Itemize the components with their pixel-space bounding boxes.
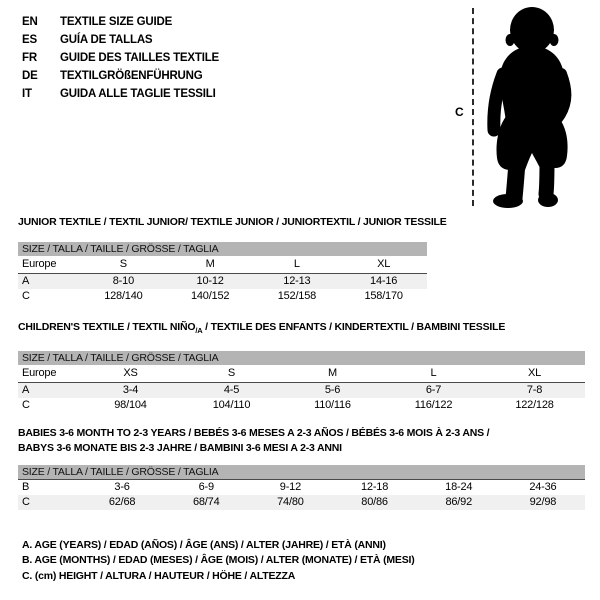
footer-note: A. AGE (YEARS) / EDAD (AÑOS) / ÂGE (ANS) / ALTER (JAHRE) / ETÀ (ANNI) <box>22 539 386 551</box>
language-title: TEXTILE SIZE GUIDE <box>60 16 173 28</box>
row-label: C <box>22 496 30 508</box>
table-row <box>18 289 427 304</box>
size-cell: 80/86 <box>361 496 388 508</box>
size-cell: 62/68 <box>108 496 136 508</box>
size-cell: 10-12 <box>196 275 224 287</box>
language-code: FR <box>22 52 37 64</box>
size-cell: 116/122 <box>414 399 453 412</box>
language-title: GUIDA ALLE TAGLIE TESSILI <box>60 88 216 100</box>
column-header-row <box>18 256 427 273</box>
language-code: DE <box>22 70 38 82</box>
column-header-cell: S <box>119 258 127 270</box>
size-cell: 92/98 <box>529 496 557 508</box>
table-title-line <box>18 426 585 441</box>
column-header-cell: L <box>293 258 300 270</box>
table-rows <box>18 479 585 510</box>
table-title <box>18 215 447 229</box>
column-header-cell: XS <box>123 367 138 380</box>
table-row <box>18 383 585 398</box>
table-title-text: JUNIOR TEXTILE / TEXTIL JUNIOR/ TEXTILE JUNIOR / JUNIORTEXTIL / JUNIOR TESSILE <box>18 216 447 228</box>
table-title-text: BABIES 3-6 MONTH TO 2-3 YEARS / BEBÉS 3-6 MESES A 2-3 AÑOS / BÉBÉS 3-6 MOIS À 2-3 ANS / <box>18 427 490 439</box>
row-label: A <box>22 275 30 287</box>
table-title <box>18 426 585 456</box>
language-title: TEXTILGRÖßENFÜHRUNG <box>60 70 203 82</box>
table-title-text: /A <box>195 326 203 336</box>
size-cell: 24-36 <box>529 481 557 493</box>
table-row <box>18 398 585 413</box>
size-cell: 7-8 <box>526 384 543 397</box>
table-rows <box>18 382 585 413</box>
language-row <box>22 85 219 103</box>
language-row <box>22 31 219 49</box>
column-header-label: Europe <box>22 367 57 380</box>
size-cell: 74/80 <box>277 496 304 508</box>
row-label: A <box>22 384 30 397</box>
column-header-cell: XL <box>377 258 391 270</box>
language-title: GUIDE DES TAILLES TEXTILE <box>60 52 219 64</box>
babies-textile-table <box>18 426 585 510</box>
size-cell: 3-6 <box>114 481 130 493</box>
size-cell: 12-13 <box>283 275 311 287</box>
table-row <box>18 495 585 510</box>
column-header-row <box>18 365 585 382</box>
column-header-cell: M <box>328 367 337 380</box>
row-label: C <box>22 399 30 412</box>
table-title <box>18 320 585 338</box>
size-cell: 18-24 <box>445 481 473 493</box>
size-cell: 158/170 <box>364 290 403 302</box>
footer-note: C. (cm) HEIGHT / ALTURA / HAUTEUR / HÖHE / ALTEZZA <box>22 569 296 582</box>
footer-note: B. AGE (MONTHS) / EDAD (MESES) / ÂGE (MOIS) / ALTER (MONATE) / ETÀ (MESI) <box>22 554 415 567</box>
size-bar: SIZE / TALLA / TAILLE / GRÖSSE / TAGLIA <box>18 242 427 256</box>
measure-label-c: C <box>455 105 464 119</box>
size-cell: 68/74 <box>192 496 220 508</box>
column-header-cell: S <box>227 367 236 380</box>
language-row <box>22 67 219 85</box>
language-row <box>22 13 219 31</box>
size-cell: 12-18 <box>361 481 389 493</box>
size-cell: 86/92 <box>445 496 472 508</box>
row-label: C <box>22 290 30 302</box>
size-cell: 8-10 <box>112 275 134 287</box>
size-cell: 140/152 <box>190 290 230 302</box>
table-row <box>18 274 427 289</box>
size-cell: 9-12 <box>279 481 302 493</box>
row-label: B <box>22 481 30 493</box>
size-cell: 3-4 <box>122 384 139 397</box>
size-cell: 128/140 <box>104 290 143 302</box>
language-list <box>22 13 219 103</box>
size-bar: SIZE / TALLA / TAILLE / GRÖSSE / TAGLIA <box>18 351 585 365</box>
table-title-text: / TEXTILE DES ENFANTS / KINDERTEXTIL / BAMBINI TESSILE <box>202 321 506 333</box>
language-title: GUÍA DE TALLAS <box>60 34 153 46</box>
language-code: IT <box>22 88 32 100</box>
table-rows <box>18 273 427 304</box>
language-row <box>22 49 219 67</box>
size-cell: 104/110 <box>212 399 251 412</box>
language-code: ES <box>22 34 37 46</box>
height-measure-dashed-line <box>472 8 474 206</box>
size-cell: 122/128 <box>515 399 554 412</box>
table-row <box>18 480 585 495</box>
table-title-text: BABYS 3-6 MONATE BIS 2-3 JAHRE / BAMBINI 3-6 MESI A 2-3 ANNI <box>18 442 342 454</box>
children-textile-table <box>18 320 585 413</box>
column-header-cell: L <box>430 367 437 380</box>
table-title-text: CHILDREN'S TEXTILE / TEXTIL NIÑO <box>18 321 196 333</box>
table-title-line <box>18 215 447 229</box>
size-cell: 110/116 <box>314 399 351 412</box>
column-header-cell: XL <box>527 367 542 380</box>
column-header-cell: M <box>205 258 215 270</box>
size-cell: 4-5 <box>223 384 240 397</box>
table-title-line <box>18 441 585 456</box>
size-cell: 6-7 <box>425 384 442 397</box>
size-cell: 5-6 <box>324 384 341 397</box>
footer-notes <box>22 538 415 584</box>
size-bar: SIZE / TALLA / TAILLE / GRÖSSE / TAGLIA <box>18 465 585 479</box>
column-header-label: Europe <box>22 258 57 270</box>
language-code: EN <box>22 16 38 28</box>
size-cell: 6-9 <box>198 481 214 493</box>
table-title-line <box>18 320 585 338</box>
size-cell: 152/158 <box>277 290 317 302</box>
junior-textile-table <box>18 215 447 304</box>
baby-silhouette-icon <box>486 4 578 210</box>
size-cell: 14-16 <box>370 275 398 287</box>
size-cell: 98/104 <box>114 399 147 412</box>
